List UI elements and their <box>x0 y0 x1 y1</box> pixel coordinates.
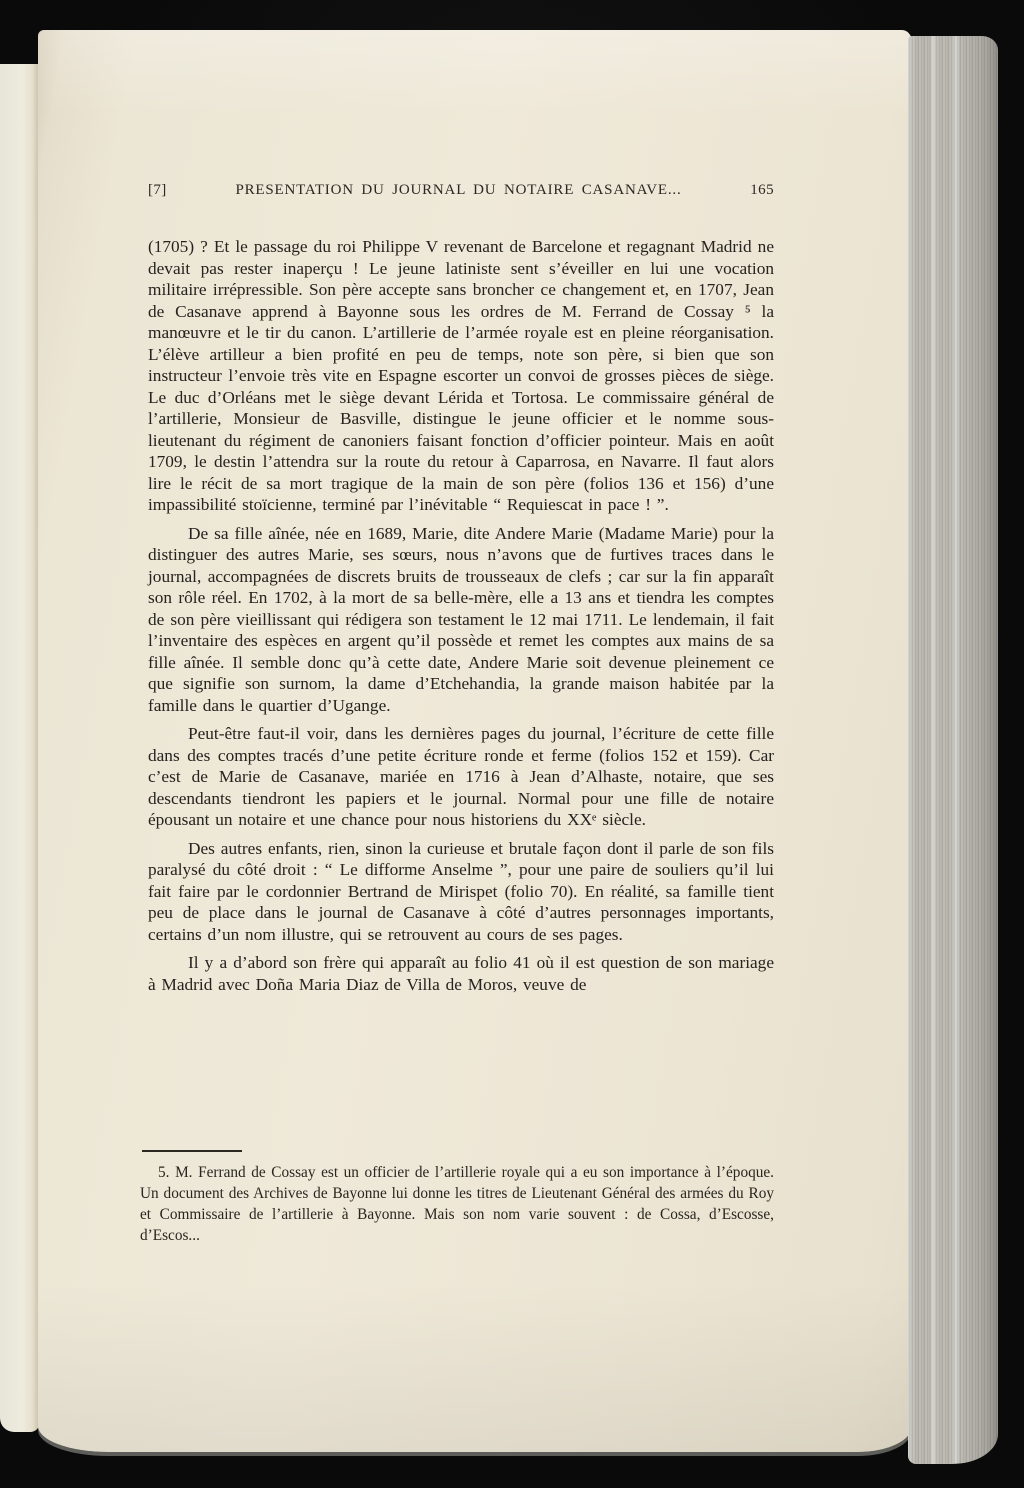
page-content <box>38 30 912 1452</box>
paragraph: Des autres enfants, rien, sinon la curieuse et brutale façon dont il parle de son fils paralysé du côté droit : “ Le difforme Anselme ”, pour une paire de souliers qu’il lui fait faire par le cordonnier Bertrand de Mirispet (folio 70). En réalité, sa famille tient peu de place dans le journal de Casanave à côté d’autres personnages importants, certains d’un nom illustre, qui se retrouvent au cours de ses pages. <box>148 838 774 944</box>
page-number: 165 <box>750 182 774 198</box>
article-page-marker: [7] <box>148 182 167 198</box>
book-page <box>38 30 912 1452</box>
paragraph: De sa fille aînée, née en 1689, Marie, dite Andere Marie (Madame Marie) pour la distinguer des autres Marie, ses sœurs, nous n’avons que de furtives traces dans le journal, accompagnées de discrets bruits de trousseaux de clefs ; car sur la fin apparaît son rôle réel. En 1702, à la mort de sa belle-mère, elle a 13 ans et tiendra les comptes de son père vieillissant qui rédigera son testament le 12 mai 1711. Le lendemain, il fait l’inventaire des espèces en argent qu’il possède et remet les comptes aux mains de sa fille aînée. Il semble donc qu’à cette date, Andere Marie soit devenue pleinement ce que signifie son surnom, la dame d’Etchehandia, la grande maison habitée par la famille dans le quartier d’Ugange. <box>148 523 774 715</box>
paragraph: (1705) ? Et le passage du roi Philippe V revenant de Barcelone et regagnant Madrid ne devait pas rester inaperçu ! Le jeune latiniste sent s’éveiller en lui une vocation militaire irrépressible. Son père accepte sans broncher ce changement et, en 1707, Jean de Casanave apprend à Bayonne sous les ordres de M. Ferrand de Cossay ⁵ la manœuvre et le tir du canon. L’artillerie de l’armée royale est en pleine réorganisation. L’élève artilleur a bien profité en peu de temps, note son père, si bien que son instructeur l’envoie très vite en Espagne escorter un convoi de grosses pièces de siège. Le duc d’Orléans met le siège devant Lérida et Tortosa. Le commissaire général de l’artillerie, Monsieur de Basville, distingue le jeune officier et le nomme sous-lieutenant du régiment de canoniers faisant fonction d’officier pointeur. Mais en août 1709, le destin l’attendra sur la route du retour à Caparrosa, en Navarre. Il faut alors lire le récit de sa mort tragique de la main de son père (folios 136 et 156) d’une impassibilité stoïcienne, terminé par l’inévitable “ Requiescat in pace ! ”. <box>148 237 774 514</box>
page-stack-edge <box>908 36 998 1464</box>
body-text <box>148 236 774 1002</box>
left-page-edge <box>0 64 40 1432</box>
footnote-separator <box>142 1150 242 1152</box>
paragraph: Peut-être faut-il voir, dans les dernières pages du journal, l’écriture de cette fille dans des comptes tracés d’une petite écriture ronde et ferme (folios 152 et 159). Car c’est de Marie de Casanave, mariée en 1716 à Jean d’Alhaste, notaire, que ses descendants tiendront les papiers et le journal. Normal pour une fille de notaire épousant un notaire et une chance pour nous historiens du XXᵉ siècle. <box>148 724 774 829</box>
running-head <box>148 182 774 199</box>
running-head-title: PRESENTATION DU JOURNAL DU NOTAIRE CASANAVE... <box>235 182 682 198</box>
paragraph: Il y a d’abord son frère qui apparaît au folio 41 où il est question de son mariage à Madrid avec Doña Maria Diaz de Villa de Moros, veuve de <box>148 953 774 994</box>
footnote: 5. M. Ferrand de Cossay est un officier de l’artillerie royale qui a eu son importance à l’époque. Un document des Archives de Bayonne lui donne les titres de Lieutenant Général des armées du Roy et Commissaire de l’artillerie à Bayonne. Mais son nom varie souvent : de Cossa, d’Escosse, d’Escos... <box>140 1164 774 1244</box>
